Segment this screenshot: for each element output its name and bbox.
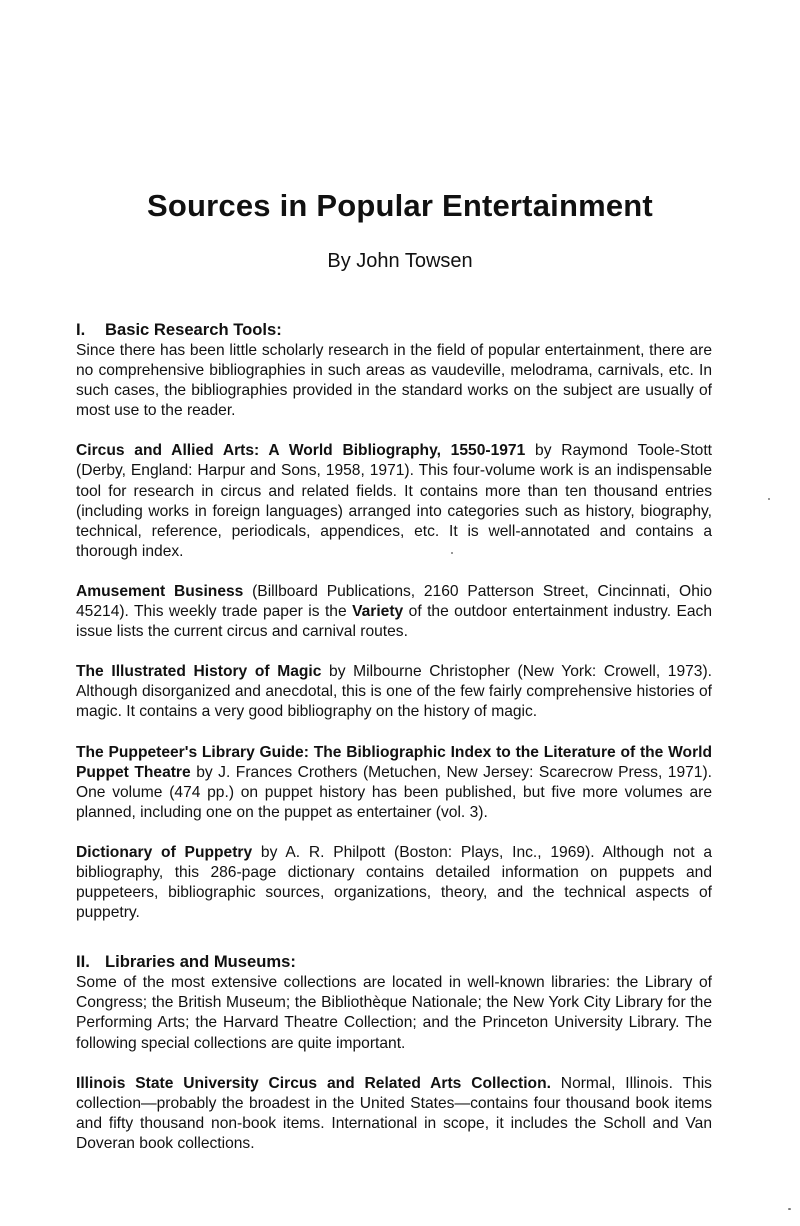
bibliography-entry (76, 582, 712, 642)
section-spacer (76, 943, 712, 950)
entry-title: The Illustrated History of Magic (76, 663, 322, 681)
scan-speck (788, 1208, 791, 1210)
section-heading (76, 950, 712, 973)
entry-text: (Billboard Publications, 2160 Patterson Street, Cincinnati, Ohio 45214). This weekly trade paper is the (76, 582, 712, 621)
entry-text: by J. Frances Crothers (Metuchen, New Jersey: Scarecrow Press, 1971). One volume (474 pp.) on puppet history has been published, but five more volumes are planned, including one on the puppet as entertainer (vol. 3). (76, 763, 712, 821)
article-byline: By John Towsen (327, 250, 473, 272)
bibliography-entry (76, 441, 712, 562)
section-heading-label: Libraries and Museums: (105, 952, 296, 972)
entry-text: by A. R. Philpott (Boston: Plays, Inc., 1969). Although not a bibliography, this 286-page dictionary contains detailed information on puppets and puppeteers, bibliographic sources, organizations, theory, and the technical aspects of puppetry. (76, 843, 712, 922)
entry-text: Normal, Illinois. This collection—probably the broadest in the United States—contains four thousand book items and fifty thousand non-book items. International in scope, it includes the Scholl and Van Doveran book collections. (76, 1074, 712, 1152)
entry-text: by Milbourne Christopher (New York: Crowell, 1973). Although disorganized and anecdotal, this is one of the few fairly comprehensive histories of magic. It contains a very good bibliography on the history of magic. (76, 663, 713, 721)
bibliography-entry (76, 1074, 712, 1154)
article-title: Sources in Popular Entertainment (147, 188, 653, 223)
section-number: I. (76, 320, 86, 339)
scan-speck (451, 552, 453, 554)
bibliography-entry (76, 662, 712, 722)
entry-title: Amusement Business (76, 582, 244, 600)
section-heading (76, 318, 712, 341)
scan-speck (768, 498, 770, 500)
entry-text: by Raymond Toole-Stott (Derby, England: Harpur and Sons, 1958, 1971). This four-volume work is an indispensable tool for research in circus and related fields. It contains more than ten thousand entries (including works in foreign languages) arranged into categories such as history, biography, technical, reference, periodicals, appendices, etc. It is well-annotated and contains a thorough index. (76, 442, 712, 560)
entry-title: Circus and Allied Arts: A World Bibliography, 1550-1971 (76, 442, 526, 460)
bibliography-entry (76, 843, 712, 923)
section-intro: Since there has been little scholarly research in the field of popular entertainment, there are no comprehensive bibliographies in such areas as vaudeville, melodrama, carnivals, etc. In such cases, the bibliographies provided in the standard works on the subject are usually of most use to the reader. (76, 342, 712, 420)
section-number: II. (76, 952, 90, 972)
article-body (76, 318, 712, 1174)
entry-title: Illinois State University Circus and Related Arts Collection. (76, 1074, 551, 1092)
entry-text: of the outdoor entertainment industry. Each issue lists the current circus and carnival routes. (76, 603, 712, 641)
entry-title: Dictionary of Puppetry (76, 843, 253, 861)
section-intro: Some of the most extensive collections are located in well-known libraries: the Library of Congress; the British Museum; the Bibliothèque Nationale; the New York City Library for the Performing Arts; the Harvard Theatre Collection; and the Princeton University Library. The following special collections are quite important. (76, 974, 712, 1052)
section-heading-label: Basic Research Tools: (105, 320, 282, 339)
bibliography-entry (76, 743, 712, 823)
entry-emphasis: Variety (352, 603, 404, 621)
entry-title: The Puppeteer's Library Guide: The Bibliographic Index to the Literature of the World Puppet Theatre (76, 743, 712, 781)
